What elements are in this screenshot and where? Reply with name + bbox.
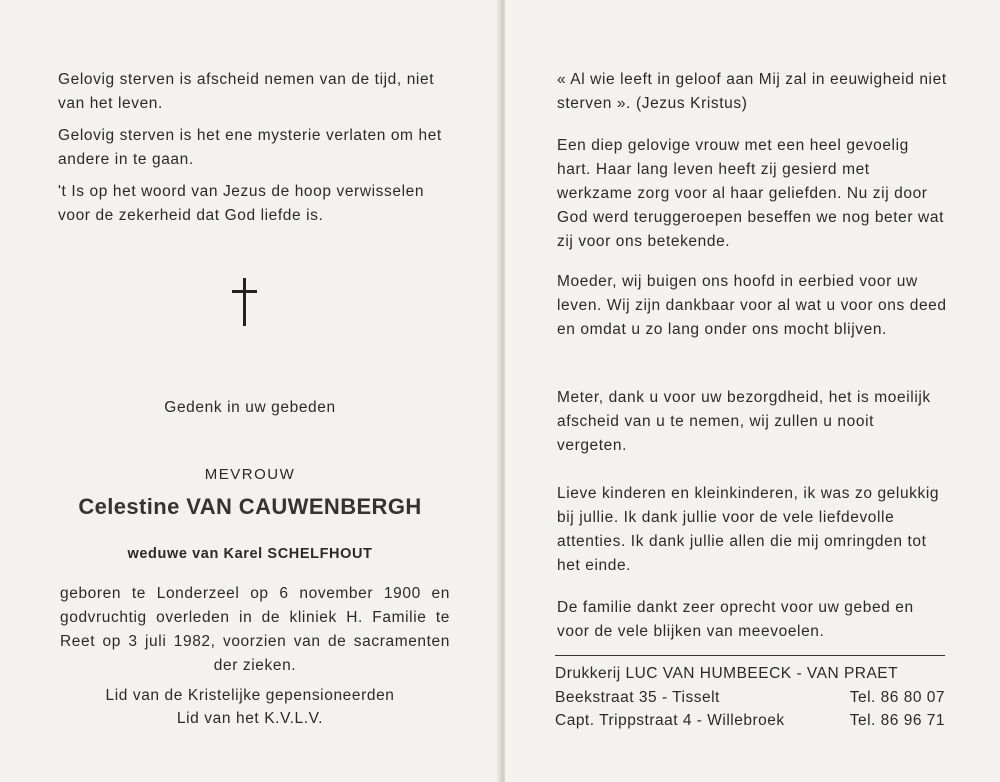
paragraph-3: Meter, dank u voor uw bezorgdheid, het is moeilijk afscheid van u te nemen, wij zullen u nooit vergeten. — [557, 389, 931, 454]
member-line-2: Lid van het K.V.L.V. — [176, 710, 324, 727]
verse-2: Gelovig sterven is het ene mysterie verlaten om het andere in te gaan. — [58, 127, 442, 168]
paragraph-1: Een diep gelovige vrouw met een heel gevoelig hart. Haar lang leven heeft zij gesierd met werkzame zorg voor al haar geliefden. Nu zij door God werd teruggeroepen beseffen we nog beter wat zij voor ons betekende. — [557, 137, 944, 250]
printer-address-2: Capt. Trippstraat 4 - Willebroek — [555, 712, 785, 729]
printer-name: Drukkerij LUC VAN HUMBEECK - VAN PRAET — [555, 665, 899, 682]
paragraph-5: De familie dankt zeer oprecht voor uw gebed en voor de vele blijken van meevoelen. — [557, 599, 914, 640]
verse-3: 't Is op het woord van Jezus de hoop verwisselen voor de zekerheid dat God liefde is. — [58, 183, 425, 224]
printer-phone-1: Tel. 86 80 07 — [849, 688, 945, 706]
paragraph-2: Moeder, wij buigen ons hoofd in eerbied voor uw leven. Wij zijn dankbaar voor al wat u voor ons deed en omdat u zo lang onder ons mocht blijven. — [557, 273, 947, 338]
printer-address-1: Beekstraat 35 - Tisselt — [555, 688, 720, 706]
title-mevrouw: MEVROUW — [204, 466, 296, 483]
gedenk-text: Gedenk in uw gebeden — [164, 399, 336, 416]
deceased-name: Celestine VAN CAUWENBERGH — [78, 494, 422, 519]
scripture-quote: « Al wie leeft in geloof aan Mij zal in eeuwigheid niet sterven ». (Jezus Kristus) — [557, 71, 947, 112]
member-line-1: Lid van de Kristelijke gepensioneerden — [105, 687, 395, 704]
birth-death-text: geboren te Londerzeel op 6 november 1900 en godvruchtig overleden in de kliniek H. Familie te Reet op 3 juli 1982, voorzien van de sacramenten der zieken. — [60, 585, 450, 674]
cross-icon — [230, 278, 260, 326]
paragraph-4: Lieve kinderen en kleinkinderen, ik was zo gelukkig bij jullie. Ik dank jullie voor de vele liefdevolle attenties. Ik dank jullie allen die mij omringden tot het einde. — [557, 485, 940, 574]
widow-line: weduwe van Karel SCHELFHOUT — [127, 546, 373, 562]
verse-1: Gelovig sterven is afscheid nemen van de tijd, niet van het leven. — [58, 71, 435, 112]
printer-imprint — [555, 655, 945, 733]
printer-phone-2: Tel. 86 96 71 — [849, 712, 945, 729]
